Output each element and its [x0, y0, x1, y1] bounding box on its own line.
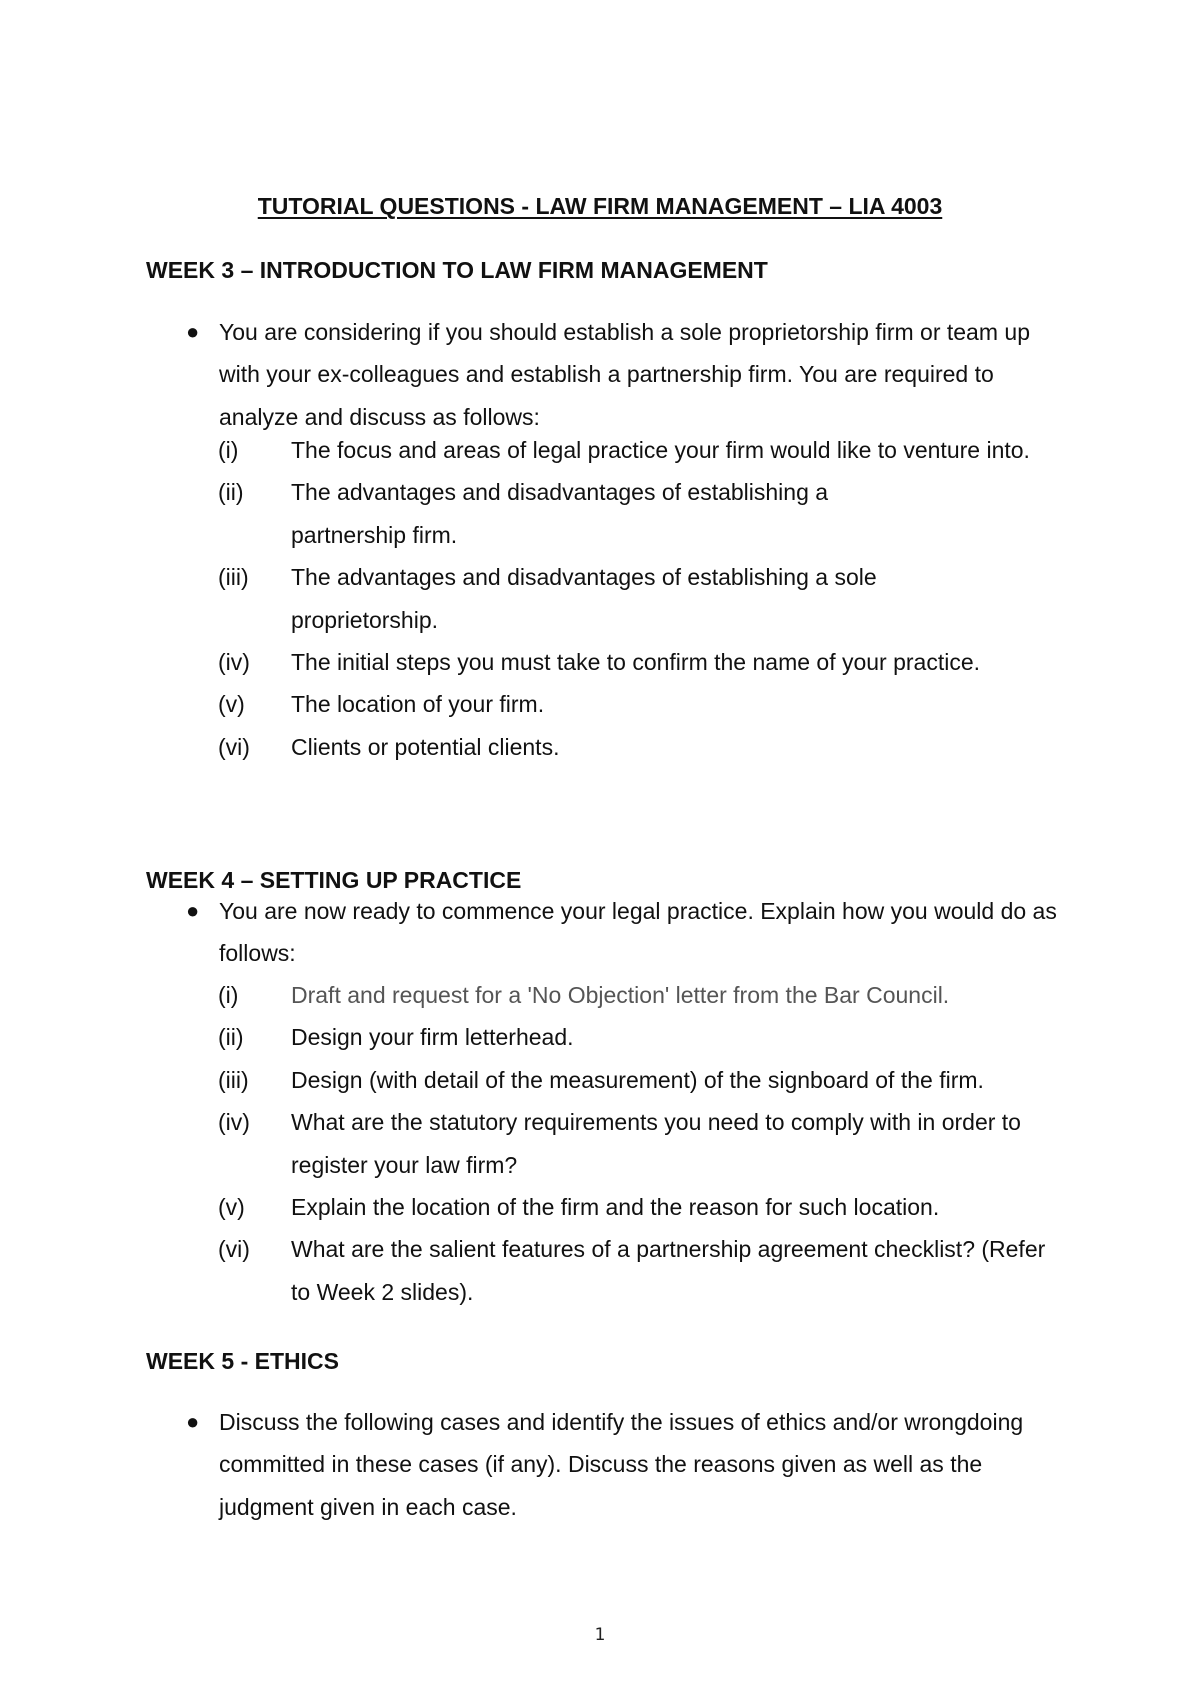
sub-list-week-4	[218, 974, 1088, 1313]
list-item-text: The advantages and disadvantages of establishing a partnership firm.	[291, 479, 829, 548]
list-item	[218, 1059, 1088, 1101]
list-item-number: (iii)	[218, 1066, 249, 1093]
list-item-text: Design (with detail of the measurement) of the signboard of the firm.	[291, 1066, 984, 1093]
list-item-number: (v)	[218, 691, 245, 718]
list-item-number: (iv)	[218, 649, 250, 676]
list-item	[218, 1186, 1088, 1228]
list-item-number: (iii)	[218, 564, 249, 591]
list-item-number: (i)	[218, 437, 239, 463]
sub-list-week-3	[218, 429, 1088, 768]
list-item-text: The location of your firm.	[291, 691, 545, 718]
bullet-icon: ●	[186, 898, 200, 923]
list-item	[218, 683, 1088, 725]
bullet-item-week-4	[146, 890, 1076, 975]
list-item-text: The initial steps you must take to confirm the name of your practice.	[291, 649, 981, 676]
list-item-number: (i)	[218, 982, 239, 1008]
list-item-text: Design your firm letterhead.	[291, 1024, 574, 1051]
list-item-number: (vi)	[218, 733, 250, 760]
bullet-icon: ●	[186, 319, 200, 344]
list-item-number: (ii)	[218, 1024, 244, 1051]
list-item	[218, 1101, 1088, 1186]
bullet-text: You are now ready to commence your legal practice. Explain how you would do as follows:	[219, 898, 1057, 967]
list-item	[218, 471, 1088, 556]
list-item-number: (vi)	[218, 1236, 250, 1263]
section-heading-week-4: WEEK 4 – SETTING UP PRACTICE	[146, 867, 522, 893]
list-item-text: Explain the location of the firm and the reason for such location.	[291, 1194, 940, 1221]
bullet-item-week-5	[146, 1401, 1076, 1528]
bullet-text: Discuss the following cases and identify the issues of ethics and/or wrongdoing committed in these cases (if any). Discuss the reasons given as well as the judgment given in each case.	[219, 1409, 1024, 1520]
list-item	[218, 641, 1088, 683]
list-item	[218, 1228, 1088, 1313]
bullet-text: You are considering if you should establish a sole proprietorship firm or team up with your ex-colleagues and establish a partnership firm. You are required to analyze and discuss as follows:	[219, 319, 1030, 430]
list-item-number: (iv)	[218, 1109, 250, 1136]
list-item-text: The advantages and disadvantages of establishing a sole proprietorship.	[291, 564, 877, 633]
document-title: TUTORIAL QUESTIONS - LAW FIRM MANAGEMENT – LIA 4003	[257, 193, 943, 219]
list-item-text: The focus and areas of legal practice your firm would like to venture into.	[291, 437, 1030, 463]
list-item-text: What are the salient features of a partnership agreement checklist? (Refer to Week 2 slides).	[291, 1236, 1046, 1305]
section-heading-week-5: WEEK 5 - ETHICS	[146, 1348, 339, 1374]
bullet-icon: ●	[186, 1409, 200, 1434]
list-item-text: Draft and request for a 'No Objection' letter from the Bar Council.	[291, 982, 950, 1008]
bullet-item-week-3	[146, 311, 1076, 438]
page-number: 1	[594, 1625, 606, 1645]
section-heading-week-3: WEEK 3 – INTRODUCTION TO LAW FIRM MANAGEMENT	[146, 257, 768, 283]
list-item-text: What are the statutory requirements you need to comply with in order to register your law firm?	[291, 1109, 1021, 1178]
list-item	[218, 429, 1088, 471]
list-item	[218, 556, 1088, 641]
list-item-text: Clients or potential clients.	[291, 733, 560, 760]
list-item	[218, 726, 1088, 768]
list-item	[218, 1016, 1088, 1058]
list-item-number: (ii)	[218, 479, 244, 506]
list-item-number: (v)	[218, 1194, 245, 1221]
list-item	[218, 974, 1088, 1016]
